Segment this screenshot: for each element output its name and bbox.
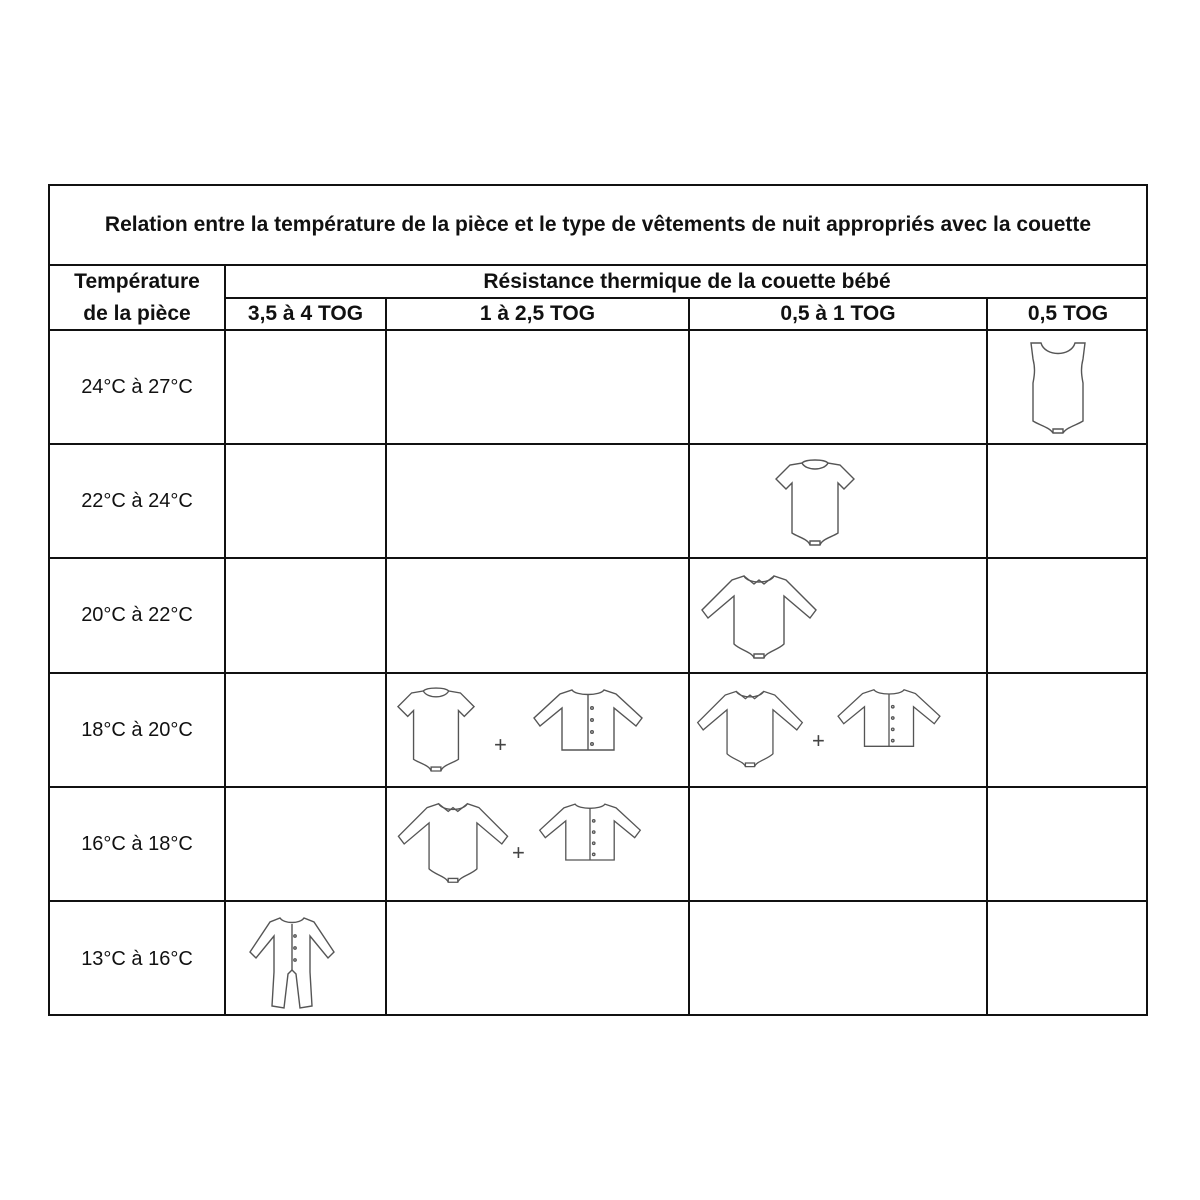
row-label: 24°C à 27°C bbox=[81, 375, 193, 398]
row-header-line2: de la pièce bbox=[83, 301, 191, 325]
row-label: 13°C à 16°C bbox=[81, 947, 193, 970]
plus-sign: + bbox=[512, 840, 525, 865]
column-header-3: 0,5 à 1 TOG bbox=[780, 302, 896, 325]
column-header-1: 3,5 à 4 TOG bbox=[247, 302, 364, 325]
row-label: 18°C à 20°C bbox=[81, 718, 193, 741]
sleeveless-bodysuit-icon bbox=[1027, 339, 1089, 437]
column-header-4: 0,5 TOG bbox=[1027, 302, 1109, 325]
cardigan-icon bbox=[530, 686, 646, 756]
group-header: Résistance thermique de la couette bébé bbox=[483, 269, 891, 293]
clothing-table bbox=[48, 184, 1148, 1016]
plus-sign: + bbox=[494, 732, 507, 757]
long-sleeve-bodysuit-icon bbox=[394, 798, 512, 888]
row-label: 16°C à 18°C bbox=[81, 832, 193, 855]
short-sleeve-bodysuit-icon bbox=[396, 684, 476, 778]
footed-sleepsuit-icon bbox=[246, 912, 338, 1012]
row-header-line1: Température bbox=[74, 269, 200, 293]
column-header-2: 1 à 2,5 TOG bbox=[479, 302, 596, 325]
row-label: 22°C à 24°C bbox=[81, 489, 193, 512]
plus-sign: + bbox=[812, 728, 825, 753]
long-sleeve-bodysuit-icon bbox=[694, 684, 806, 774]
cardigan-icon bbox=[536, 800, 644, 866]
long-sleeve-bodysuit-icon bbox=[698, 570, 820, 664]
short-sleeve-bodysuit-icon bbox=[774, 457, 856, 551]
cardigan-icon bbox=[834, 686, 944, 752]
table-title: Relation entre la température de la pièce et le type de vêtements de nuit appropriés avec la couette bbox=[50, 186, 1146, 266]
row-label: 20°C à 22°C bbox=[81, 604, 193, 626]
row-header bbox=[50, 266, 224, 329]
